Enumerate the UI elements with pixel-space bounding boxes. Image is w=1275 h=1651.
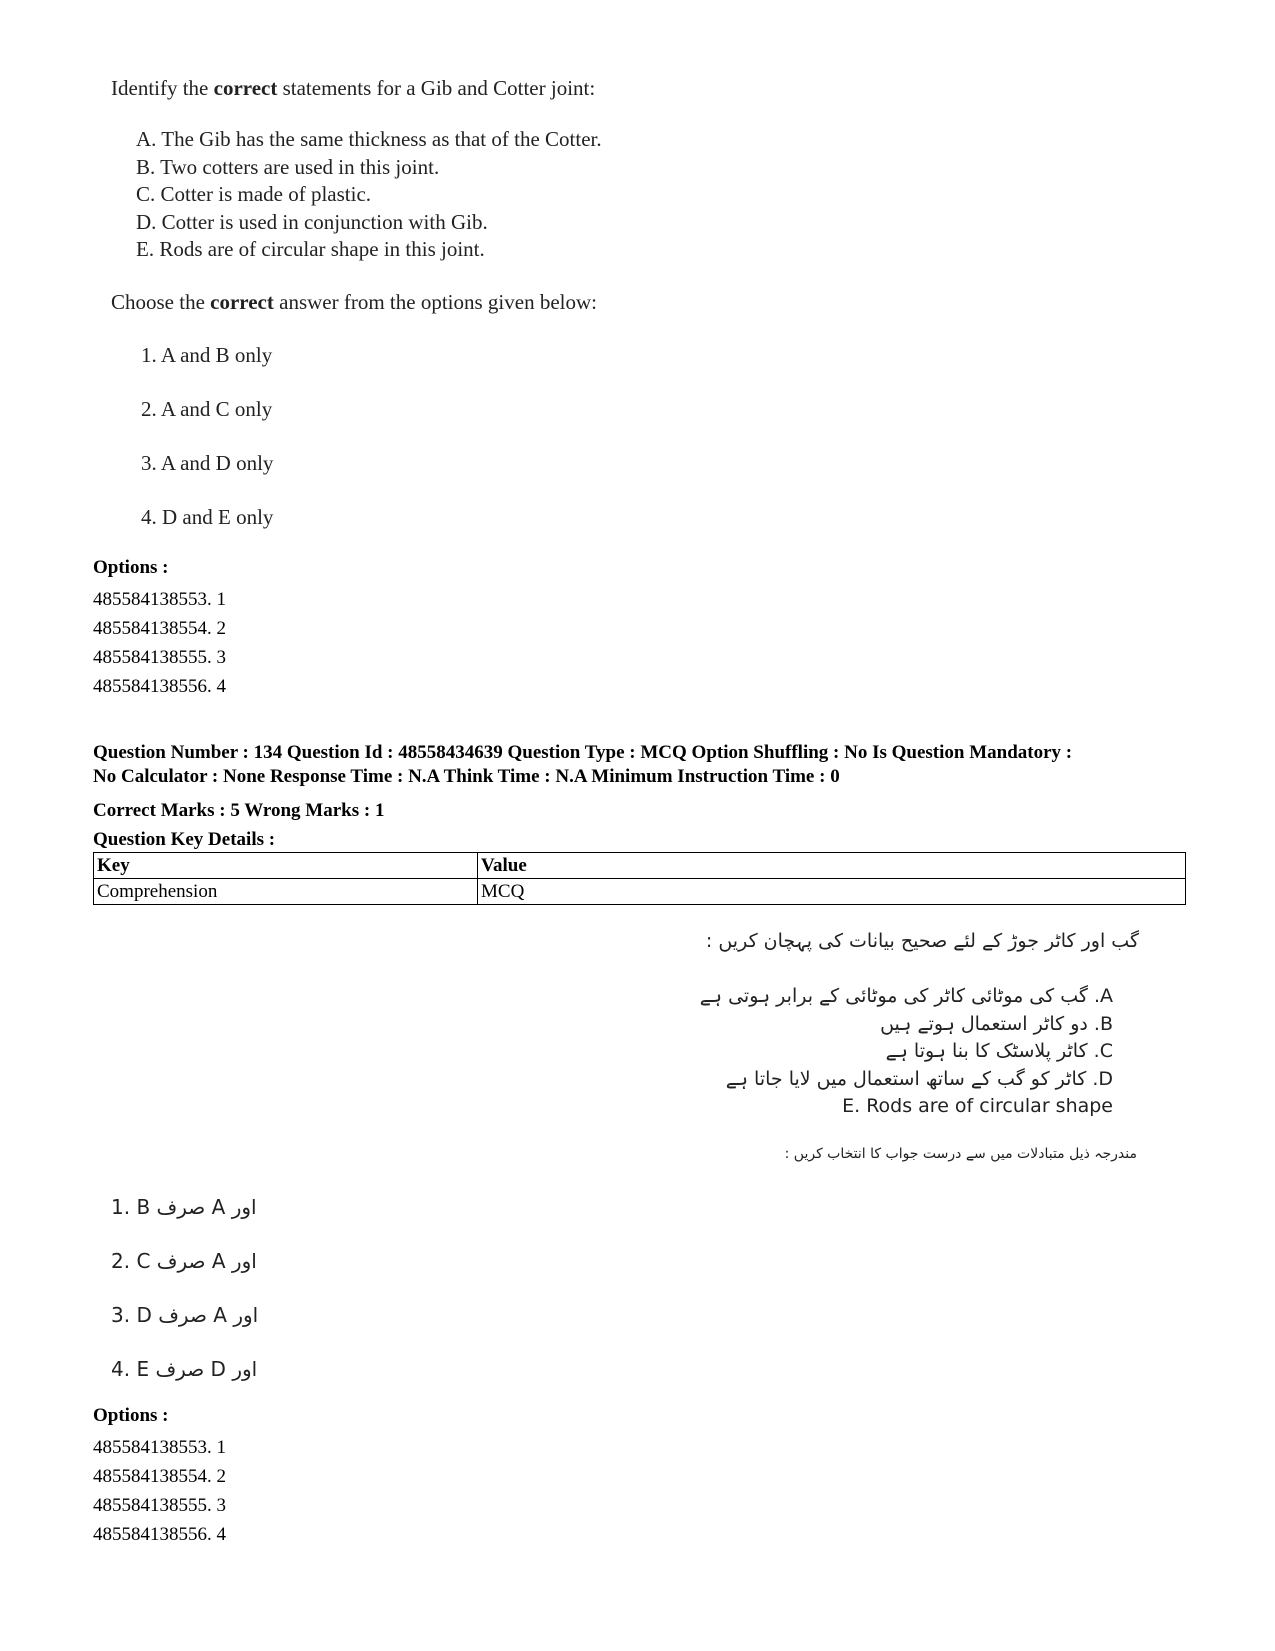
key-details-table [93, 852, 1186, 905]
choose-instruction: Choose the correct answer from the options given below: [111, 290, 597, 314]
urdu-statement-e: E. Rods are of circular shape [842, 1095, 1113, 1117]
table-header-row [94, 853, 1186, 879]
table-cell-value: MCQ [478, 879, 1186, 905]
urdu-statement-c: C. کاٹر پلاسٹک کا بنا ہوتا ہے [885, 1040, 1113, 1062]
option-item: 485584138554. 2 [93, 618, 226, 639]
question-text [111, 76, 595, 101]
question-meta-line-2: No Calculator : None Response Time : N.A Think Time : N.A Minimum Instruction Time : 0 [93, 766, 840, 787]
statement-b: B. Two cotters are used in this joint. [136, 154, 440, 179]
urdu-statement-d: D. کاٹر کو گب کے ساتھ استعمال میں لایا جاتا ہے [725, 1067, 1113, 1090]
urdu-answer-choice-2: 2. C صرف A اور [111, 1249, 257, 1273]
answer-choice-1: 1. A and B only [141, 343, 273, 367]
urdu-question-title: گب اور کاٹر جوڑ کے لئے صحیح بیانات کی پہچان کریں : [705, 930, 1139, 952]
option-item: 485584138555. 3 [93, 647, 226, 668]
answer-choice-3: 3. A and D only [141, 451, 274, 475]
option-item: 485584138553. 1 [93, 1437, 226, 1458]
marks-block [93, 796, 384, 854]
options-heading: Options : [93, 1405, 169, 1426]
table-row [94, 879, 1186, 905]
statement-e: E. Rods are of circular shape in this joint. [136, 237, 485, 261]
statement-a: A. The Gib has the same thickness as that of the Cotter. [136, 127, 602, 151]
options-list [93, 585, 226, 701]
urdu-answer-choice-3: 3. D صرف A اور [111, 1303, 259, 1327]
urdu-statement-b: B. دو کاٹر استعمال ہوتے ہیں [880, 1012, 1113, 1035]
urdu-answer-list [111, 1195, 258, 1411]
options-list [93, 1433, 226, 1549]
key-details-label: Question Key Details : [93, 829, 276, 850]
table-header-key: Key [94, 853, 478, 879]
option-item: 485584138554. 2 [93, 1466, 226, 1487]
answer-choice-2: 2. A and C only [141, 397, 273, 421]
options-heading: Options : [93, 557, 169, 578]
table-header-value: Value [478, 853, 1186, 879]
table-cell-key: Comprehension [94, 879, 478, 905]
statement-c: C. Cotter is made of plastic. [136, 182, 372, 206]
urdu-choose-instruction: مندرجہ ذیل متبادلات میں سے درست جواب کا انتخاب کریں : [784, 1146, 1137, 1162]
option-item: 485584138556. 4 [93, 676, 226, 697]
statement-list [136, 126, 602, 264]
answer-choice-4: 4. D and E only [141, 505, 274, 529]
marks-line: Correct Marks : 5 Wrong Marks : 1 [93, 800, 385, 821]
urdu-statement-a: A. گب کی موٹائی کاٹر کی موٹائی کے برابر ہوتی ہے [699, 985, 1113, 1007]
urdu-answer-choice-1: 1. B صرف A اور [111, 1195, 257, 1219]
question-meta-line-1: Question Number : 134 Question Id : 48558434639 Question Type : MCQ Option Shuffling : No Is Question Mandatory : [93, 742, 1073, 763]
option-item: 485584138555. 3 [93, 1495, 226, 1516]
urdu-statement-list [700, 983, 1113, 1121]
question-intro: Identify the correct statements for a Gib and Cotter joint: [111, 76, 596, 100]
statement-d: D. Cotter is used in conjunction with Gib. [136, 209, 488, 234]
answer-list [141, 343, 273, 559]
option-item: 485584138553. 1 [93, 589, 226, 610]
urdu-answer-choice-4: 4. E صرف D اور [111, 1357, 258, 1381]
option-item: 485584138556. 4 [93, 1524, 226, 1545]
question-meta [93, 741, 1072, 789]
